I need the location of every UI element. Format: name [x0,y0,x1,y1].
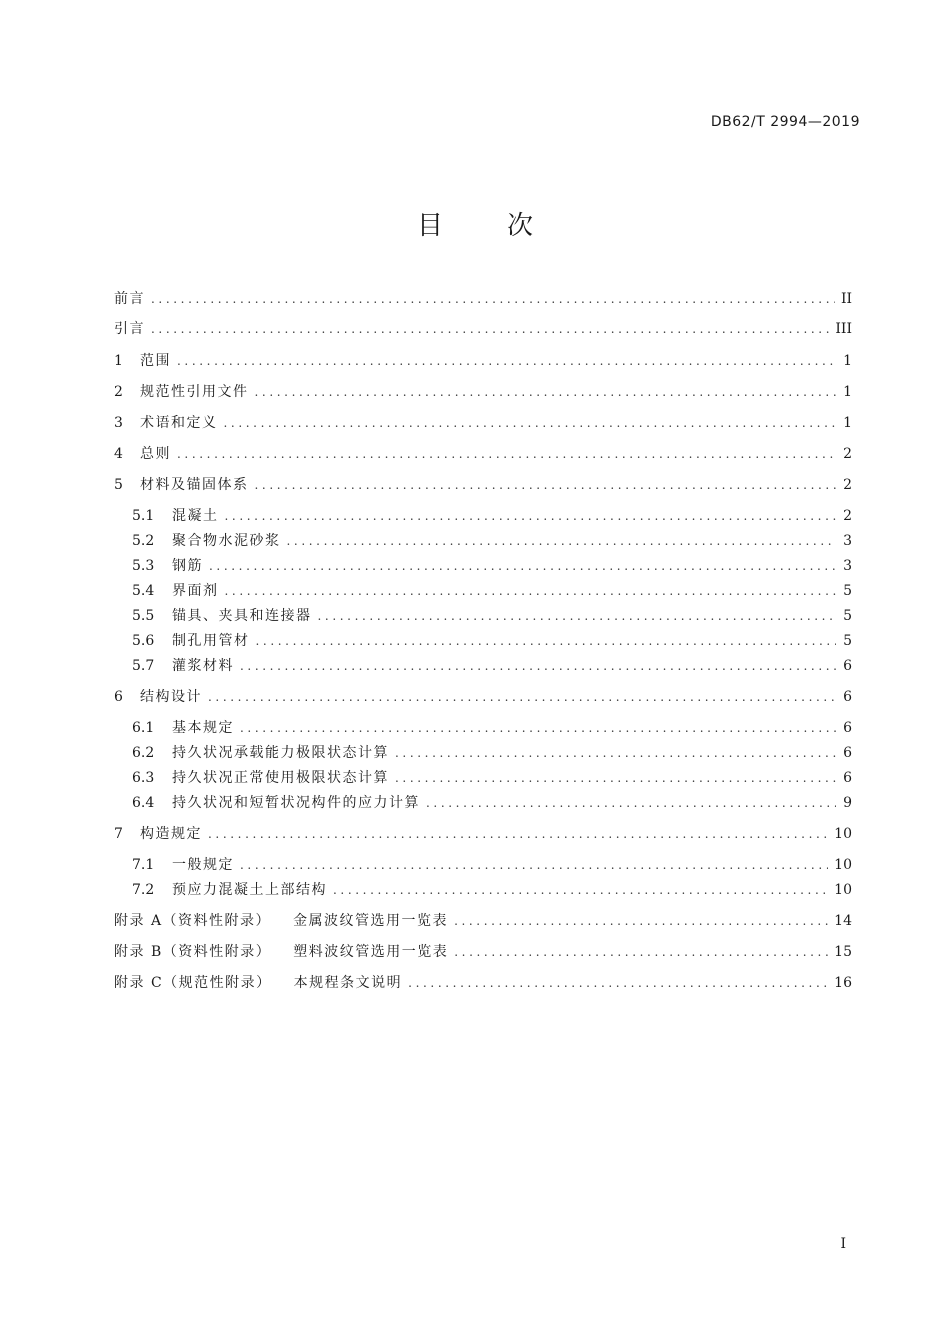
toc-page-number: 10 [834,857,852,873]
toc-page-number: 1 [843,353,852,369]
toc-entry-title: 范围 [140,353,171,369]
toc-entry-label [140,474,249,496]
toc-entry-label [172,580,219,602]
toc-leader-dots [208,823,828,845]
toc-leader-dots [255,474,837,496]
toc-appendix-prefix: 附录 B（资料性附录） [114,944,272,960]
toc-entry-number: 6.4 [132,795,155,811]
toc-entry[interactable] [132,655,852,677]
toc-page-number: 6 [843,689,852,705]
toc-entry-title: 持久状况承载能力极限状态计算 [172,745,389,761]
toc-entry-title: 本规程条文说明 [293,975,403,991]
toc-page-number: 6 [843,658,852,674]
toc-entry-label [114,910,448,932]
toc-page-number: 10 [834,882,852,898]
toc-entry-label [114,318,145,340]
toc-entry-title: 结构设计 [140,689,202,705]
toc-leader-dots [454,910,828,932]
toc-entry-title: 持久状况正常使用极限状态计算 [172,770,389,786]
toc-appendix-prefix: 附录 A（资料性附录） [114,913,272,929]
toc-entry-number: 5.3 [132,558,155,574]
toc-entry[interactable] [114,474,852,496]
toc-entry-title: 锚具、夹具和连接器 [172,608,312,624]
toc-leader-dots [209,555,836,577]
toc-leader-dots [395,742,836,764]
toc-leader-dots [333,879,828,901]
toc-leader-dots [454,941,828,963]
toc-entry-label [172,792,420,814]
toc-entry-number: 7 [114,826,123,842]
toc-entry-label [140,686,202,708]
toc-page-number: II [840,291,852,307]
toc-entry-title: 钢筋 [172,558,203,574]
toc-entry-label [172,555,203,577]
toc-entry[interactable] [114,686,852,708]
toc-entry[interactable] [114,381,852,403]
toc-leader-dots [151,318,829,340]
toc-entry-label [172,717,234,739]
toc-entry[interactable] [114,318,852,340]
toc-leader-dots [177,443,836,465]
toc-entry-label [140,443,171,465]
toc-leader-dots [240,655,836,677]
toc-entry-number: 5.5 [132,608,155,624]
toc-entry-label [172,630,250,652]
toc-leader-dots [208,686,836,708]
toc-entry[interactable] [132,630,852,652]
toc-entry-title: 一般规定 [172,857,234,873]
toc-entry[interactable] [132,505,852,527]
toc-leader-dots [225,505,837,527]
document-number: DB62/T 2994—2019 [710,114,860,130]
toc-entry[interactable] [132,555,852,577]
toc-entry[interactable] [132,742,852,764]
toc-entry-title: 总则 [140,446,171,462]
toc-entry-title: 规范性引用文件 [140,384,249,400]
toc-entry[interactable] [114,443,852,465]
title-char-1: 目 [416,211,443,241]
toc-entry-number: 6.1 [132,720,155,736]
toc-page-number: 6 [843,720,852,736]
toc-entry-title: 聚合物水泥砂浆 [172,533,281,549]
toc-page-number: 5 [843,633,852,649]
toc-entry-number: 5.2 [132,533,155,549]
page-number: I [840,1236,846,1252]
toc-entry-title: 材料及锚固体系 [140,477,249,493]
toc-entry-label [172,505,219,527]
toc-entry[interactable] [114,412,852,434]
toc-entry-label [140,823,202,845]
toc-entry-number: 3 [114,415,123,431]
toc-entry-label [172,605,312,627]
toc-entry-title: 持久状况和短暂状况构件的应力计算 [172,795,420,811]
toc-page-number: 15 [834,944,852,960]
toc-leader-dots [151,288,835,310]
toc-entry[interactable] [114,941,852,963]
toc-entry[interactable] [132,530,852,552]
toc-entry-title: 混凝土 [172,508,219,524]
toc-entry-number: 5.7 [132,658,155,674]
toc-page-number: 9 [843,795,852,811]
toc-entry-label [114,972,402,994]
toc-page-number: 3 [843,533,852,549]
toc-entry-number: 5.6 [132,633,155,649]
toc-entry-title: 术语和定义 [140,415,218,431]
toc-entry-number: 5 [114,477,123,493]
toc-entry[interactable] [114,350,852,372]
toc-entry-number: 6.3 [132,770,155,786]
toc-entry-title: 金属波纹管选用一览表 [293,913,449,929]
toc-entry[interactable] [132,792,852,814]
toc-entry-label [140,412,218,434]
toc-leader-dots [177,350,836,372]
toc-entry-number: 7.2 [132,882,155,898]
toc-entry-title: 塑料波纹管选用一览表 [293,944,449,960]
toc-entry[interactable] [132,854,852,876]
toc-leader-dots [240,854,828,876]
toc-entry-title: 界面剂 [172,583,219,599]
toc-leader-dots [395,767,836,789]
toc-entry[interactable] [132,879,852,901]
toc-page-number: 2 [843,446,852,462]
toc-entry-label [172,655,234,677]
toc-leader-dots [255,381,837,403]
toc-page-number: 5 [843,608,852,624]
toc-entry-number: 4 [114,446,123,462]
toc-entry-number: 6 [114,689,123,705]
toc-leader-dots [224,412,837,434]
toc-entry-number: 7.1 [132,857,155,873]
toc-page-number: 6 [843,770,852,786]
page-title [0,205,950,242]
toc-entry-number: 1 [114,353,123,369]
toc-entry[interactable] [114,823,852,845]
toc-page-number: 14 [834,913,852,929]
toc-page-number: 10 [834,826,852,842]
toc-entry-label [114,288,145,310]
title-char-2: 次 [507,211,534,241]
toc-page-number: 5 [843,583,852,599]
toc-entry[interactable] [114,288,852,310]
toc-entry[interactable] [114,910,852,932]
toc-page-number: 2 [843,477,852,493]
toc-entry[interactable] [132,580,852,602]
toc-leader-dots [240,717,836,739]
toc-entry[interactable] [114,972,852,994]
toc-entry-title: 预应力混凝土上部结构 [172,882,327,898]
toc-entry-number: 5.4 [132,583,155,599]
toc-entry-label [140,350,171,372]
toc-entry-label [172,854,234,876]
toc-entry-number: 2 [114,384,123,400]
toc-entry-title: 灌浆材料 [172,658,234,674]
toc-entry-label [140,381,249,403]
toc-leader-dots [225,580,837,602]
toc-appendix-prefix: 附录 C（规范性附录） [114,975,272,991]
toc-entry-title: 制孔用管材 [172,633,250,649]
toc-entry-title: 前言 [114,291,145,307]
toc-entry-label [172,530,281,552]
toc-page-number: 1 [843,415,852,431]
toc-entry[interactable] [132,605,852,627]
toc-entry-title: 基本规定 [172,720,234,736]
toc-page-number: 16 [834,975,852,991]
toc-leader-dots [408,972,828,994]
toc-leader-dots [287,530,837,552]
toc-entry-number: 6.2 [132,745,155,761]
toc-entry-label [172,879,327,901]
toc-entry-label [114,941,448,963]
toc-leader-dots [318,605,837,627]
toc-page-number: 2 [843,508,852,524]
toc-leader-dots [256,630,837,652]
toc-page-number: 6 [843,745,852,761]
toc-page-number: 3 [843,558,852,574]
toc-entry[interactable] [132,717,852,739]
toc-entry-label [172,767,389,789]
toc-entry-title: 引言 [114,321,145,337]
toc-entry-title: 构造规定 [140,826,202,842]
toc-entry-number: 5.1 [132,508,155,524]
toc-entry-label [172,742,389,764]
toc-page-number: 1 [843,384,852,400]
toc-page-number: III [835,321,852,337]
toc-leader-dots [426,792,836,814]
toc-entry[interactable] [132,767,852,789]
